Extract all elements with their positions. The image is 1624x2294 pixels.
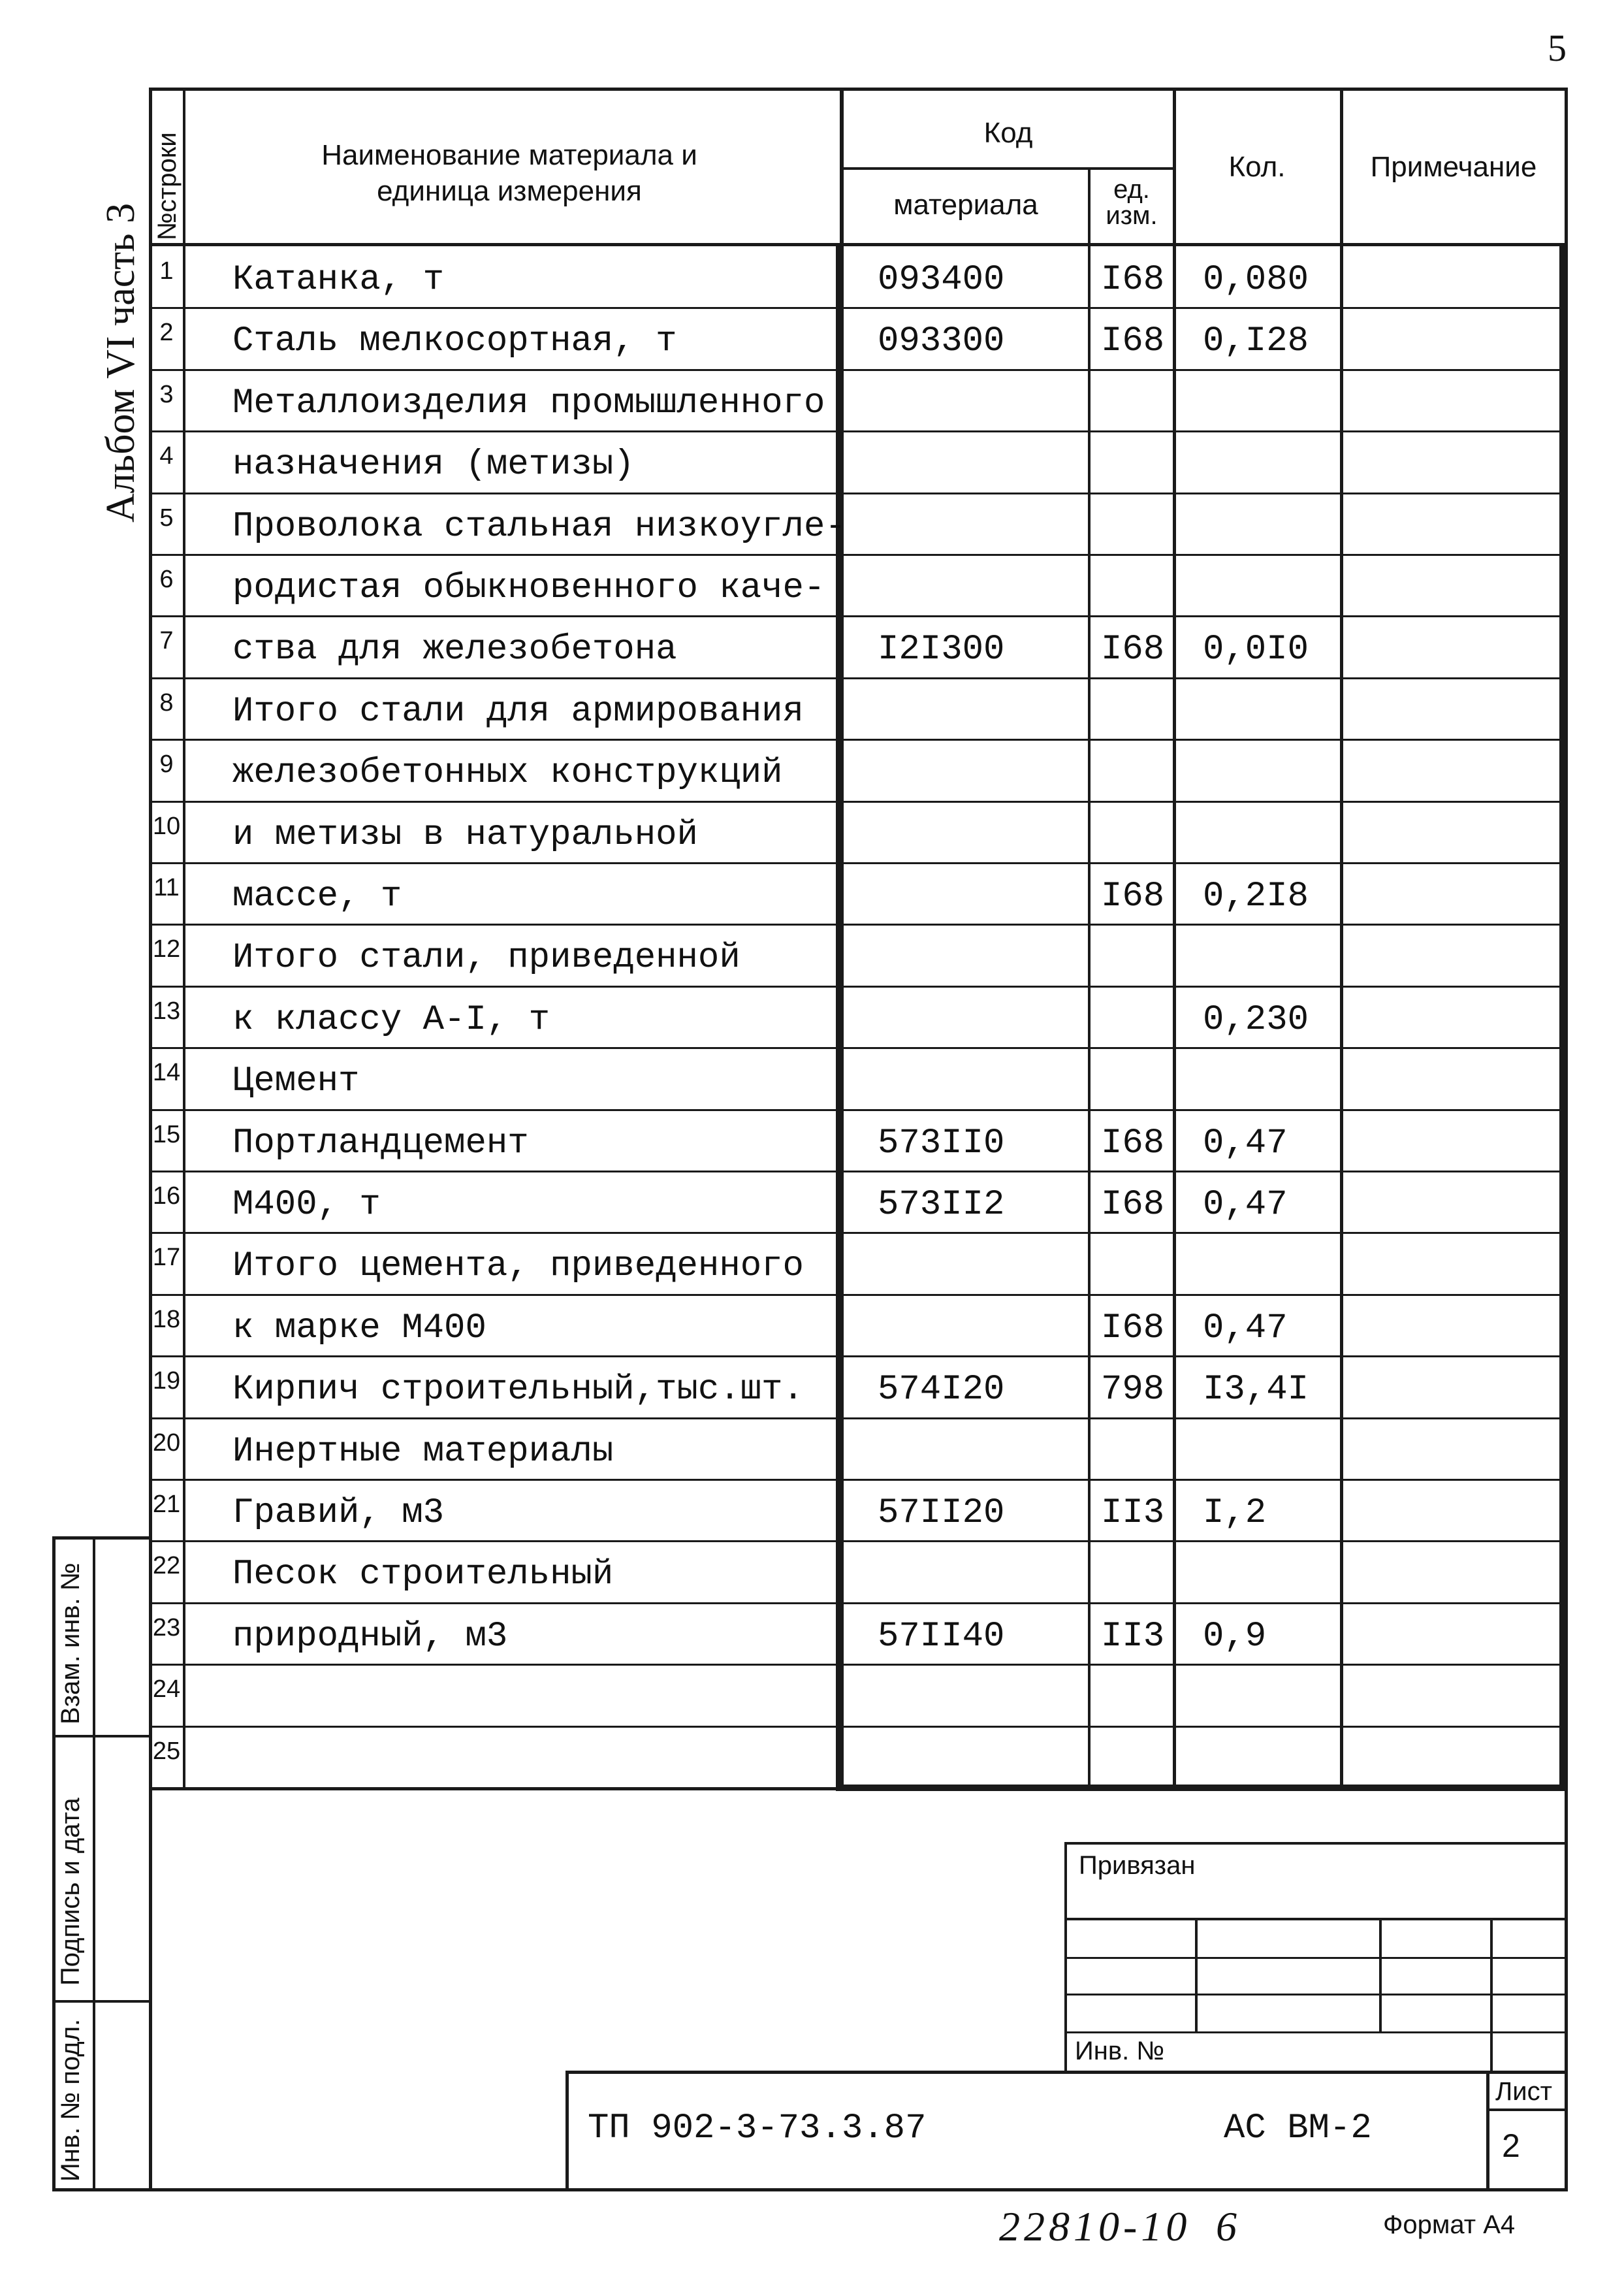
row-number: 8 — [159, 689, 174, 717]
tb-sheet-left — [1486, 2071, 1489, 2191]
side-vzam: Взам. инв. № — [56, 1562, 85, 1724]
row-number: 19 — [152, 1367, 181, 1395]
row-separator — [151, 554, 1562, 556]
data-frame-left — [836, 243, 842, 1791]
header-qty: Кол. — [1228, 151, 1286, 183]
header-code-material: материала — [893, 189, 1038, 221]
row-number: 15 — [152, 1121, 181, 1148]
quantity-cell: 0,47 — [1203, 1185, 1288, 1225]
side-col-mid — [93, 1536, 95, 2191]
col-line-qty — [1173, 88, 1176, 1788]
row-separator — [151, 677, 1562, 679]
row-number: 7 — [159, 627, 174, 654]
quantity-cell: I,2 — [1203, 1493, 1267, 1533]
material-name-cell: Песок строительный — [232, 1555, 614, 1594]
row-separator — [151, 493, 1562, 494]
row-number: 12 — [152, 935, 181, 963]
page-number: 5 — [1548, 27, 1567, 69]
unit-code-cell: I68 — [1101, 1123, 1165, 1163]
material-name-cell: природный, м3 — [232, 1617, 508, 1656]
quantity-cell: 0,2I8 — [1203, 877, 1309, 916]
unit-code-cell: I68 — [1101, 321, 1165, 361]
side-top — [52, 1536, 151, 1540]
row-number: 23 — [152, 1614, 181, 1641]
quantity-cell: 0,0I0 — [1203, 630, 1309, 670]
quantity-cell: 0,9 — [1203, 1617, 1267, 1656]
quantity-cell: 0,230 — [1203, 1000, 1309, 1040]
row-number: 9 — [159, 751, 174, 778]
row-separator — [151, 1294, 1562, 1296]
material-code-cell: 093400 — [878, 260, 1005, 300]
frame-bottom — [52, 2188, 1568, 2191]
data-frame-bottom — [836, 1785, 1566, 1791]
material-name-cell: к марке М400 — [232, 1308, 486, 1348]
col-line-unit — [1088, 169, 1091, 1788]
side-div-1 — [52, 1735, 151, 1737]
row-number: 3 — [159, 381, 174, 408]
tb-main-left — [565, 2071, 569, 2191]
row-separator — [151, 986, 1562, 988]
material-name-cell: Портландцемент — [232, 1123, 529, 1163]
table-bottom — [149, 1787, 841, 1790]
row-separator — [151, 801, 1562, 803]
row-number: 25 — [152, 1737, 181, 1765]
row-number: 22 — [152, 1552, 181, 1579]
row-number: 21 — [152, 1491, 181, 1518]
material-name-cell: железобетонных конструкций — [232, 753, 783, 793]
material-code-cell: 573II2 — [878, 1185, 1005, 1225]
header-code: Код — [983, 117, 1033, 149]
row-separator — [151, 430, 1562, 432]
tb-sheet-div — [1486, 2108, 1567, 2111]
header-sub-line — [842, 167, 1174, 170]
tb-col-a — [1195, 1918, 1198, 2031]
header-row-no-text: №строки — [153, 132, 182, 240]
row-number: 18 — [152, 1306, 181, 1333]
unit-code-cell: I68 — [1101, 630, 1165, 670]
album-label: Альбом VI часть 3 — [99, 202, 143, 523]
row-separator — [151, 1664, 1562, 1666]
row-separator — [151, 1355, 1562, 1357]
row-separator — [151, 369, 1562, 371]
footer-stamp-number: 22810-10 — [999, 2203, 1191, 2250]
material-code-cell: 57II40 — [878, 1617, 1005, 1656]
tb-sheet-label: Лист — [1495, 2077, 1552, 2106]
row-separator — [151, 924, 1562, 926]
material-name-cell: Проволока стальная низкоугле- — [232, 507, 846, 547]
row-separator — [151, 615, 1562, 617]
side-div-2 — [52, 2000, 151, 2003]
quantity-cell: 0,I28 — [1203, 321, 1309, 361]
unit-code-cell: II3 — [1101, 1493, 1165, 1533]
row-separator — [151, 1540, 1562, 1542]
row-number: 10 — [152, 813, 181, 840]
unit-code-cell: 798 — [1101, 1370, 1165, 1410]
tb-privyazan-top — [1064, 1842, 1567, 1845]
row-separator — [151, 1417, 1562, 1419]
footer-format: Формат А4 — [1383, 2210, 1516, 2239]
row-separator — [151, 1726, 1562, 1728]
material-name-cell: назначения (метизы) — [232, 445, 635, 485]
row-number: 14 — [152, 1059, 181, 1086]
row-number: 17 — [152, 1244, 181, 1271]
row-separator — [151, 1047, 1562, 1049]
header-note: Примечание — [1370, 151, 1537, 183]
quantity-cell: 0,080 — [1203, 260, 1309, 300]
side-inv-podl: Инв. № подл. — [56, 2018, 85, 2182]
row-separator — [151, 862, 1562, 864]
quantity-cell: 0,47 — [1203, 1308, 1288, 1348]
material-name-cell: Металлоизделия промышленного — [232, 383, 825, 423]
row-separator — [151, 1232, 1562, 1234]
tb-privyazan: Привязан — [1079, 1851, 1196, 1880]
row-number: 2 — [159, 319, 174, 346]
row-separator — [151, 1479, 1562, 1481]
material-name-cell: Кирпич строительный,тыс.шт. — [232, 1370, 804, 1410]
header-code-unit: ед. изм. — [1106, 175, 1158, 230]
row-number: 20 — [152, 1429, 181, 1457]
tb-inv-no: Инв. № — [1075, 2037, 1165, 2065]
material-name-cell: Катанка, т — [232, 260, 445, 300]
row-separator — [151, 307, 1562, 309]
row-separator — [151, 1171, 1562, 1172]
row-number: 5 — [159, 504, 174, 532]
side-podpis: Подпись и дата — [56, 1798, 85, 1986]
material-name-cell: Цемент — [232, 1061, 360, 1101]
material-name-cell: Сталь мелкосортная, т — [232, 321, 677, 361]
quantity-cell: I3,4I — [1203, 1370, 1309, 1410]
row-number: 1 — [159, 257, 174, 285]
data-frame-right — [1559, 243, 1566, 1791]
row-number: 24 — [152, 1675, 181, 1703]
unit-code-cell: I68 — [1101, 877, 1165, 916]
footer-stamp-suffix: 6 — [1216, 2203, 1237, 2250]
material-name-cell: Итого цемента, приведенного — [232, 1246, 804, 1286]
header-bottom-line — [149, 243, 1567, 246]
unit-code-cell: I68 — [1101, 1185, 1165, 1225]
material-name-cell: Итого стали, приведенной — [232, 938, 740, 978]
unit-code-cell: I68 — [1101, 260, 1165, 300]
material-code-cell: 093300 — [878, 321, 1005, 361]
tb-doc-code: ТП 902-3-73.3.87 — [588, 2108, 927, 2148]
material-code-cell: I2I300 — [878, 630, 1005, 670]
tb-main-top — [565, 2071, 1567, 2074]
row-number: 16 — [152, 1182, 181, 1210]
row-number: 6 — [159, 566, 174, 593]
tb-col-b — [1379, 1918, 1382, 2031]
material-name-cell: к классу А-I, т — [232, 1000, 550, 1040]
row-separator — [151, 739, 1562, 741]
material-code-cell: 573II0 — [878, 1123, 1005, 1163]
header-name: Наименование материала и единица измерения — [321, 139, 697, 207]
side-col-left — [52, 1536, 56, 2191]
row-number: 13 — [152, 997, 181, 1025]
tb-privyazan-left — [1064, 1842, 1067, 2071]
row-number: 11 — [153, 874, 180, 901]
material-name-cell: ства для железобетона — [232, 630, 677, 670]
material-code-cell: 57II20 — [878, 1493, 1005, 1533]
col-line-rownum — [183, 88, 185, 1788]
material-code-cell: 574I20 — [878, 1370, 1005, 1410]
material-name-cell: Итого стали для армирования — [232, 692, 804, 732]
unit-code-cell: II3 — [1101, 1617, 1165, 1656]
material-name-cell: массе, т — [232, 877, 402, 916]
material-name-cell: Инертные материалы — [232, 1432, 614, 1472]
header-row-no — [151, 91, 182, 242]
quantity-cell: 0,47 — [1203, 1123, 1288, 1163]
material-name-cell: М400, т — [232, 1185, 381, 1225]
tb-col-c — [1490, 1918, 1493, 2071]
material-name-cell: и метизы в натуральной — [232, 815, 698, 855]
row-number: 4 — [159, 442, 174, 470]
material-name-cell: родистая обыкновенного каче- — [232, 568, 825, 608]
col-line-note — [1340, 88, 1343, 1788]
unit-code-cell: I68 — [1101, 1308, 1165, 1348]
row-separator — [151, 1602, 1562, 1604]
tb-sheet-code: АС ВМ-2 — [1224, 2108, 1372, 2148]
row-separator — [151, 1109, 1562, 1111]
material-name-cell: Гравий, м3 — [232, 1493, 445, 1533]
tb-sheet-number: 2 — [1502, 2127, 1520, 2164]
frame-top — [149, 88, 1567, 91]
